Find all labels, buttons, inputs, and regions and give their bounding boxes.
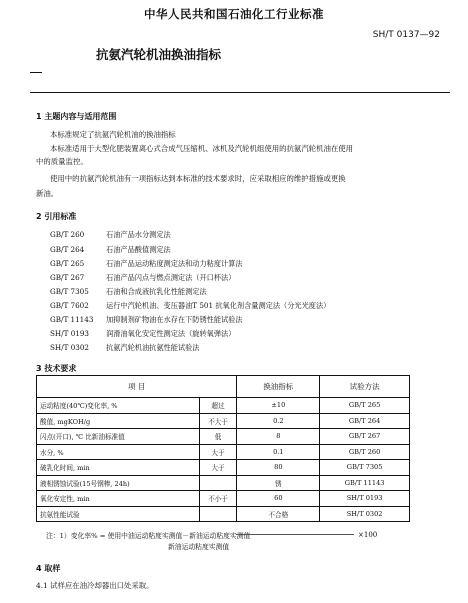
row-item: 氧化安定性, min [37,491,200,507]
section-2-heading: 2 引用标准 [36,212,77,221]
ref-title: 石油产品酸值测定法 [106,245,171,254]
row-item: 闪点(开口), ℃ 比新油标准值 [37,429,200,445]
ref-code: GB/T 264 [50,245,85,254]
row-value: 80 [237,460,320,476]
section-1-line: 本标准规定了抗氨汽轮机油的换油指标 [50,130,176,139]
row-item: 水分, % [37,444,200,460]
row-method: SH/T 0302 [320,506,410,522]
table-row [37,506,410,522]
row-method: SH/T 0193 [320,491,410,507]
section-1-line: 使用中的抗氨汽轮机油有一项指标达到本标准的技术要求时，应采取相应的维护措施或更换 [50,174,346,183]
row-item: 液相锈蚀试验(15号钢棒, 24h) [37,475,200,491]
ref-code: GB/T 7305 [50,287,89,296]
table-row [37,460,410,476]
section-1-line: 本标准适用于大型化肥装置离心式合成气压缩机、冰机及汽轮机组使用的抗氨汽轮机油在使用 [50,144,354,153]
row-item: 抗氨性能试验 [37,506,200,522]
ref-code: SH/T 0193 [50,329,89,338]
ref-title: 石油产品闪点与燃点测定法（开口杯法） [106,273,236,282]
table-row [37,429,410,445]
row-qualifier [199,506,237,522]
row-method: GB/T 267 [320,429,410,445]
standard-code: SH/T 0137—92 [372,30,440,40]
section-1-line: 新油。 [36,189,59,198]
note-numerator: 使用中油运动粘度实测值－新油运动粘度实测值 [107,532,251,540]
row-value: 0.2 [237,413,320,429]
row-method: GB/T 11143 [320,475,410,491]
divider-rule [30,92,450,93]
ref-title: 石油产品运动粘度测定法和动力粘度计算法 [106,259,243,268]
requirements-table [36,375,410,522]
section-1-line: 中的质量监控。 [36,157,88,166]
ref-code: GB/T 11143 [50,315,94,324]
section-3-heading: 3 技术要求 [36,364,77,373]
ref-code: GB/T 7602 [50,301,89,310]
row-method: GB/T 265 [320,398,410,414]
row-qualifier: 不大于 [199,413,237,429]
standard-title: 中华人民共和国石油化工行业标准 [144,7,324,21]
row-method: GB/T 264 [320,413,410,429]
row-qualifier: 超过 [199,398,237,414]
row-qualifier: 不小于 [199,491,237,507]
row-qualifier: 低 [199,429,237,445]
row-qualifier: 大于 [199,444,237,460]
note-denominator: 新油运动粘度实测值 [168,543,230,551]
header-method: 试验方法 [320,376,410,398]
ref-title: 运行中汽轮机油、变压器油T 501 抗氧化剂含量测定法（分光光度法） [106,301,331,310]
ref-code: GB/T 260 [50,230,85,239]
row-item: 破乳化时间, min [37,460,200,476]
section-1-heading: 1 主题内容与适用范围 [36,112,117,121]
table-header-row [37,376,410,398]
row-method: GB/T 260 [320,444,410,460]
ref-title: 石油产品水分测定法 [106,230,171,239]
ref-title: 润滑油氧化安定性测定法（旋转氧弹法） [106,329,236,338]
ref-code: SH/T 0302 [50,343,89,352]
table-row [37,398,410,414]
row-item: 酸值, mgKOH/g [37,413,200,429]
table-row [37,491,410,507]
section-4-heading: 4 取样 [36,564,61,573]
row-value: 0.1 [237,444,320,460]
row-item: 运动粘度(40℃)变化率, % [37,398,200,414]
row-method: GB/T 7305 [320,460,410,476]
document-title: 抗氨汽轮机油换油指标 [96,47,222,62]
row-value: 60 [237,491,320,507]
header-item: 项 目 [37,376,237,398]
note-multiplier: ×100 [358,531,378,539]
row-value: 锈 [237,475,320,491]
ref-title: 抗氨汽轮机油抗氨性能试验法 [106,343,200,352]
table-note [46,530,250,540]
divider-short [30,72,42,73]
row-qualifier [199,475,237,491]
ref-title: 石油和合成液抗乳化性能测定法 [106,287,207,296]
table-row [37,444,410,460]
note-prefix: 注：1）变化率% = [46,532,106,540]
row-qualifier: 大于 [199,460,237,476]
header-limit: 换油指标 [237,376,320,398]
row-value: ±10 [237,398,320,414]
ref-code: GB/T 265 [50,259,85,268]
ref-title: 加抑制剂矿物油在水存在下防锈性能试验法 [106,315,243,324]
ref-code: GB/T 267 [50,273,85,282]
table-row [37,413,410,429]
fraction-bar [236,534,354,535]
table-row [37,475,410,491]
row-value: 不合格 [237,506,320,522]
section-4-line: 4.1 试样应在油冷却器出口处采取。 [36,581,154,590]
row-value: 8 [237,429,320,445]
